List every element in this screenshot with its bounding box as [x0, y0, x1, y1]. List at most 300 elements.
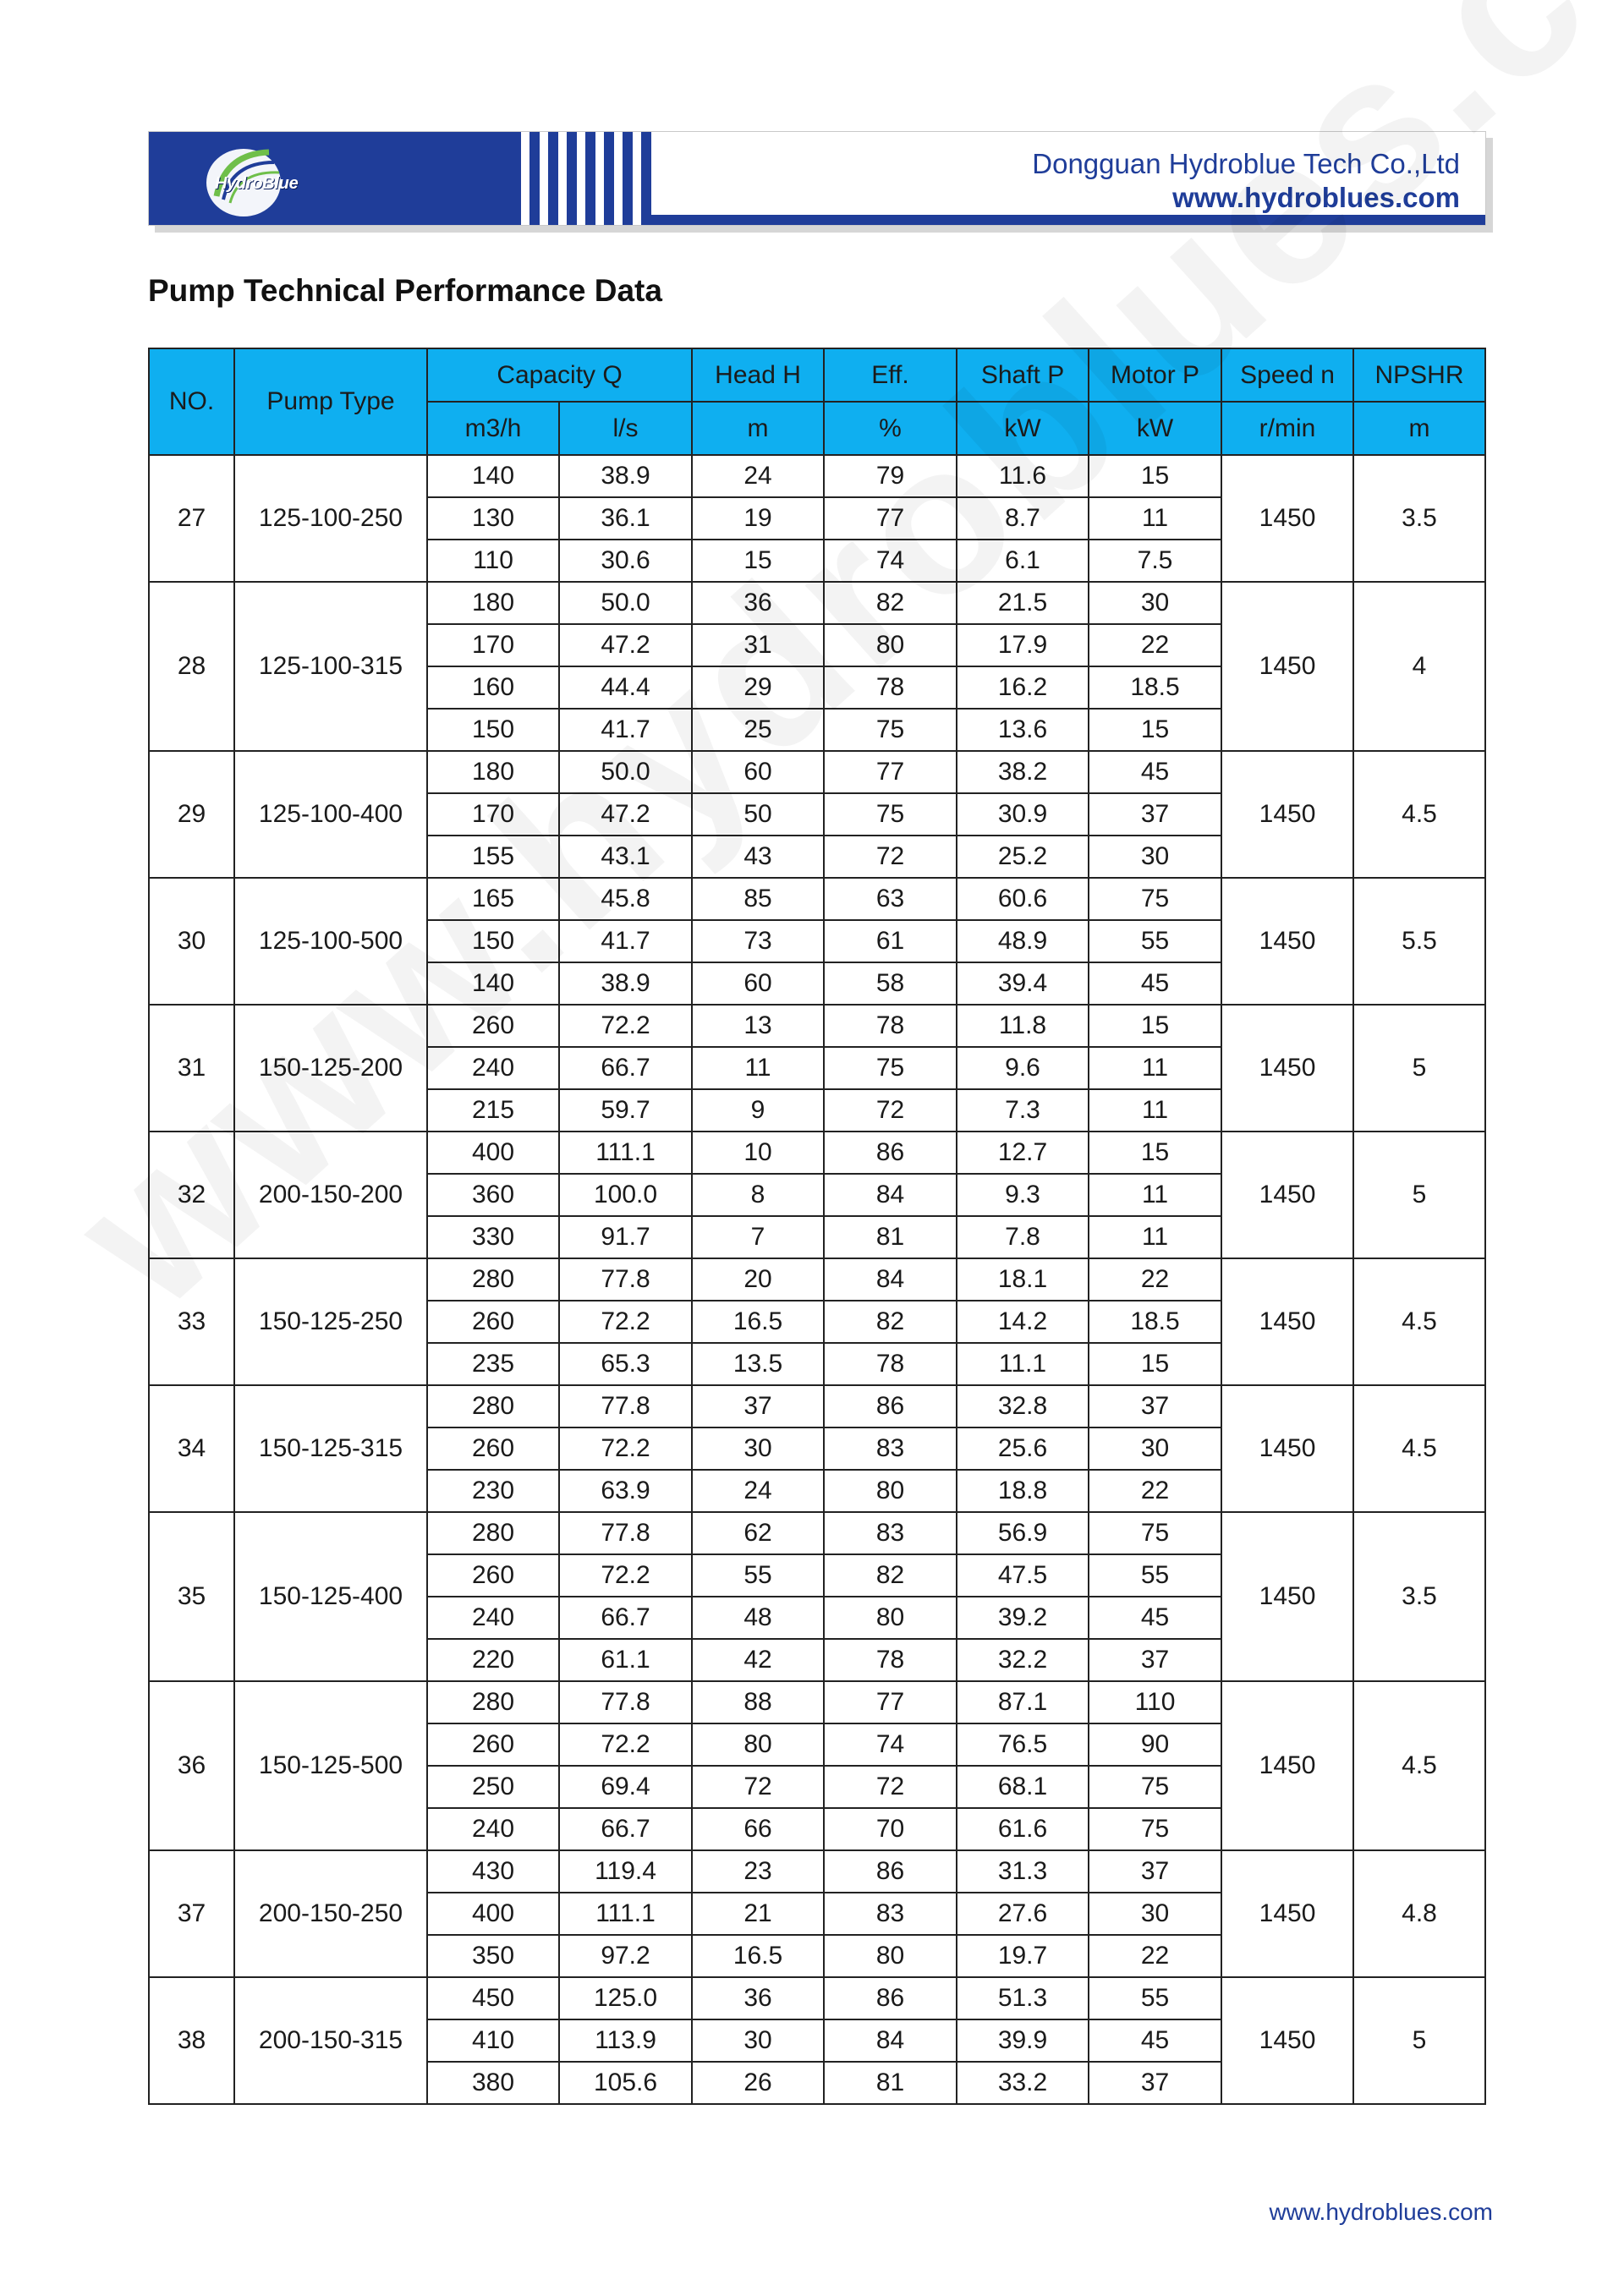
capacity-ls-cell: 72.2 — [559, 1554, 692, 1597]
head-cell: 50 — [692, 793, 824, 836]
pump-no-cell: 33 — [149, 1258, 234, 1385]
capacity-ls-cell: 66.7 — [559, 1808, 692, 1850]
capacity-ls-cell: 77.8 — [559, 1258, 692, 1301]
company-url[interactable]: www.hydroblues.com — [1172, 182, 1460, 213]
head-cell: 43 — [692, 836, 824, 878]
capacity-m3h-cell: 280 — [427, 1512, 559, 1554]
col-header-npshr: NPSHR — [1353, 348, 1485, 402]
capacity-m3h-cell: 215 — [427, 1089, 559, 1132]
head-cell: 13 — [692, 1005, 824, 1047]
capacity-m3h-cell: 350 — [427, 1935, 559, 1977]
speed-cell: 1450 — [1221, 1132, 1353, 1258]
eff-cell: 78 — [824, 1639, 957, 1681]
head-cell: 20 — [692, 1258, 824, 1301]
capacity-m3h-cell: 260 — [427, 1301, 559, 1343]
head-cell: 29 — [692, 666, 824, 709]
speed-cell: 1450 — [1221, 1977, 1353, 2104]
capacity-ls-cell: 72.2 — [559, 1301, 692, 1343]
eff-cell: 86 — [824, 1850, 957, 1893]
motor-power-cell: 11 — [1089, 1216, 1221, 1258]
eff-cell: 81 — [824, 2062, 957, 2104]
pump-type-cell: 200-150-200 — [234, 1132, 427, 1258]
eff-cell: 84 — [824, 2019, 957, 2062]
head-cell: 36 — [692, 1977, 824, 2019]
motor-power-cell: 22 — [1089, 1935, 1221, 1977]
motor-power-cell: 11 — [1089, 1174, 1221, 1216]
capacity-m3h-cell: 240 — [427, 1597, 559, 1639]
pump-type-cell: 125-100-315 — [234, 582, 427, 751]
col-header-no: NO. — [149, 348, 234, 455]
capacity-ls-cell: 77.8 — [559, 1512, 692, 1554]
capacity-m3h-cell: 260 — [427, 1723, 559, 1766]
shaft-power-cell: 9.6 — [957, 1047, 1089, 1089]
eff-cell: 84 — [824, 1174, 957, 1216]
head-cell: 60 — [692, 751, 824, 793]
head-cell: 24 — [692, 1470, 824, 1512]
npshr-cell: 5.5 — [1353, 878, 1485, 1005]
shaft-power-cell: 21.5 — [957, 582, 1089, 624]
shaft-power-cell: 14.2 — [957, 1301, 1089, 1343]
speed-cell: 1450 — [1221, 1681, 1353, 1850]
pump-type-cell: 150-125-315 — [234, 1385, 427, 1512]
shaft-power-cell: 51.3 — [957, 1977, 1089, 2019]
capacity-ls-cell: 41.7 — [559, 920, 692, 962]
table-row — [149, 455, 1485, 497]
eff-cell: 58 — [824, 962, 957, 1005]
pump-type-cell: 150-125-400 — [234, 1512, 427, 1681]
motor-power-cell: 55 — [1089, 1554, 1221, 1597]
table-body — [149, 455, 1485, 2104]
pump-type-cell: 125-100-250 — [234, 455, 427, 582]
table-row — [149, 1385, 1485, 1427]
table-row — [149, 751, 1485, 793]
pump-type-cell: 150-125-200 — [234, 1005, 427, 1132]
shaft-power-cell: 27.6 — [957, 1893, 1089, 1935]
pump-type-cell: 125-100-500 — [234, 878, 427, 1005]
unit-eff: % — [824, 402, 957, 455]
shaft-power-cell: 32.8 — [957, 1385, 1089, 1427]
col-header-pump-type: Pump Type — [234, 348, 427, 455]
head-cell: 24 — [692, 455, 824, 497]
head-cell: 80 — [692, 1723, 824, 1766]
eff-cell: 77 — [824, 751, 957, 793]
capacity-m3h-cell: 220 — [427, 1639, 559, 1681]
shaft-power-cell: 16.2 — [957, 666, 1089, 709]
pump-type-cell: 150-125-500 — [234, 1681, 427, 1850]
shaft-power-cell: 11.8 — [957, 1005, 1089, 1047]
shaft-power-cell: 87.1 — [957, 1681, 1089, 1723]
capacity-ls-cell: 111.1 — [559, 1893, 692, 1935]
shaft-power-cell: 12.7 — [957, 1132, 1089, 1174]
motor-power-cell: 55 — [1089, 920, 1221, 962]
capacity-ls-cell: 30.6 — [559, 540, 692, 582]
capacity-m3h-cell: 155 — [427, 836, 559, 878]
speed-cell: 1450 — [1221, 1005, 1353, 1132]
eff-cell: 72 — [824, 1766, 957, 1808]
head-cell: 36 — [692, 582, 824, 624]
motor-power-cell: 18.5 — [1089, 1301, 1221, 1343]
capacity-m3h-cell: 410 — [427, 2019, 559, 2062]
capacity-ls-cell: 38.9 — [559, 962, 692, 1005]
eff-cell: 78 — [824, 666, 957, 709]
shaft-power-cell: 18.1 — [957, 1258, 1089, 1301]
motor-power-cell: 75 — [1089, 1766, 1221, 1808]
npshr-cell: 5 — [1353, 1132, 1485, 1258]
footer-url[interactable]: www.hydroblues.com — [1269, 2199, 1493, 2225]
banner-brand-panel — [149, 132, 651, 225]
capacity-m3h-cell: 110 — [427, 540, 559, 582]
table-row — [149, 878, 1485, 920]
capacity-ls-cell: 111.1 — [559, 1132, 692, 1174]
speed-cell: 1450 — [1221, 751, 1353, 878]
head-cell: 88 — [692, 1681, 824, 1723]
page-title: Pump Technical Performance Data — [148, 273, 662, 308]
capacity-ls-cell: 66.7 — [559, 1597, 692, 1639]
eff-cell: 86 — [824, 1132, 957, 1174]
npshr-cell: 4 — [1353, 582, 1485, 751]
head-cell: 8 — [692, 1174, 824, 1216]
shaft-power-cell: 18.8 — [957, 1470, 1089, 1512]
unit-npshr: m — [1353, 402, 1485, 455]
speed-cell: 1450 — [1221, 1385, 1353, 1512]
capacity-m3h-cell: 165 — [427, 878, 559, 920]
motor-power-cell: 37 — [1089, 1385, 1221, 1427]
motor-power-cell: 37 — [1089, 1639, 1221, 1681]
motor-power-cell: 37 — [1089, 1850, 1221, 1893]
shaft-power-cell: 47.5 — [957, 1554, 1089, 1597]
table-row — [149, 1850, 1485, 1893]
motor-power-cell: 15 — [1089, 1132, 1221, 1174]
eff-cell: 83 — [824, 1893, 957, 1935]
eff-cell: 77 — [824, 497, 957, 540]
capacity-m3h-cell: 250 — [427, 1766, 559, 1808]
eff-cell: 79 — [824, 455, 957, 497]
head-cell: 25 — [692, 709, 824, 751]
capacity-ls-cell: 61.1 — [559, 1639, 692, 1681]
shaft-power-cell: 30.9 — [957, 793, 1089, 836]
capacity-m3h-cell: 230 — [427, 1470, 559, 1512]
npshr-cell: 5 — [1353, 1977, 1485, 2104]
speed-cell: 1450 — [1221, 582, 1353, 751]
capacity-ls-cell: 41.7 — [559, 709, 692, 751]
shaft-power-cell: 39.2 — [957, 1597, 1089, 1639]
col-header-speed: Speed n — [1221, 348, 1353, 402]
head-cell: 16.5 — [692, 1301, 824, 1343]
eff-cell: 63 — [824, 878, 957, 920]
shaft-power-cell: 11.6 — [957, 455, 1089, 497]
pump-no-cell: 36 — [149, 1681, 234, 1850]
eff-cell: 86 — [824, 1385, 957, 1427]
table-row — [149, 1977, 1485, 2019]
banner-rule — [651, 215, 1485, 225]
capacity-m3h-cell: 450 — [427, 1977, 559, 2019]
table-header — [149, 348, 1485, 455]
pump-type-cell: 150-125-250 — [234, 1258, 427, 1385]
head-cell: 11 — [692, 1047, 824, 1089]
npshr-cell: 4.5 — [1353, 1681, 1485, 1850]
motor-power-cell: 37 — [1089, 793, 1221, 836]
npshr-cell: 5 — [1353, 1005, 1485, 1132]
eff-cell: 74 — [824, 1723, 957, 1766]
pump-no-cell: 35 — [149, 1512, 234, 1681]
speed-cell: 1450 — [1221, 455, 1353, 582]
shaft-power-cell: 68.1 — [957, 1766, 1089, 1808]
col-header-motor-power: Motor P — [1089, 348, 1221, 402]
shaft-power-cell: 60.6 — [957, 878, 1089, 920]
eff-cell: 82 — [824, 1554, 957, 1597]
capacity-ls-cell: 63.9 — [559, 1470, 692, 1512]
pump-no-cell: 30 — [149, 878, 234, 1005]
motor-power-cell: 45 — [1089, 1597, 1221, 1639]
capacity-m3h-cell: 150 — [427, 920, 559, 962]
capacity-m3h-cell: 180 — [427, 751, 559, 793]
capacity-ls-cell: 65.3 — [559, 1343, 692, 1385]
shaft-power-cell: 7.8 — [957, 1216, 1089, 1258]
pump-type-cell: 200-150-315 — [234, 1977, 427, 2104]
motor-power-cell: 15 — [1089, 1343, 1221, 1385]
capacity-m3h-cell: 380 — [427, 2062, 559, 2104]
head-cell: 10 — [692, 1132, 824, 1174]
motor-power-cell: 75 — [1089, 1512, 1221, 1554]
motor-power-cell: 45 — [1089, 751, 1221, 793]
speed-cell: 1450 — [1221, 1512, 1353, 1681]
head-cell: 21 — [692, 1893, 824, 1935]
eff-cell: 72 — [824, 1089, 957, 1132]
logo-wordmark: HydroBlue — [215, 174, 299, 193]
capacity-ls-cell: 50.0 — [559, 751, 692, 793]
head-cell: 55 — [692, 1554, 824, 1597]
shaft-power-cell: 31.3 — [957, 1850, 1089, 1893]
unit-head: m — [692, 402, 824, 455]
motor-power-cell: 37 — [1089, 2062, 1221, 2104]
head-cell: 13.5 — [692, 1343, 824, 1385]
capacity-ls-cell: 36.1 — [559, 497, 692, 540]
capacity-m3h-cell: 170 — [427, 793, 559, 836]
motor-power-cell: 30 — [1089, 1893, 1221, 1935]
npshr-cell: 3.5 — [1353, 1512, 1485, 1681]
motor-power-cell: 15 — [1089, 1005, 1221, 1047]
capacity-m3h-cell: 280 — [427, 1681, 559, 1723]
capacity-m3h-cell: 330 — [427, 1216, 559, 1258]
capacity-m3h-cell: 150 — [427, 709, 559, 751]
capacity-ls-cell: 43.1 — [559, 836, 692, 878]
capacity-m3h-cell: 400 — [427, 1893, 559, 1935]
head-cell: 15 — [692, 540, 824, 582]
capacity-ls-cell: 119.4 — [559, 1850, 692, 1893]
capacity-ls-cell: 44.4 — [559, 666, 692, 709]
capacity-ls-cell: 69.4 — [559, 1766, 692, 1808]
motor-power-cell: 45 — [1089, 962, 1221, 1005]
capacity-m3h-cell: 260 — [427, 1005, 559, 1047]
capacity-m3h-cell: 140 — [427, 455, 559, 497]
motor-power-cell: 11 — [1089, 1089, 1221, 1132]
head-cell: 42 — [692, 1639, 824, 1681]
head-cell: 26 — [692, 2062, 824, 2104]
shaft-power-cell: 39.4 — [957, 962, 1089, 1005]
shaft-power-cell: 32.2 — [957, 1639, 1089, 1681]
npshr-cell: 4.5 — [1353, 1385, 1485, 1512]
capacity-m3h-cell: 260 — [427, 1427, 559, 1470]
capacity-ls-cell: 72.2 — [559, 1427, 692, 1470]
unit-ls: l/s — [559, 402, 692, 455]
motor-power-cell: 45 — [1089, 2019, 1221, 2062]
eff-cell: 75 — [824, 1047, 957, 1089]
capacity-ls-cell: 72.2 — [559, 1723, 692, 1766]
capacity-m3h-cell: 130 — [427, 497, 559, 540]
eff-cell: 80 — [824, 1935, 957, 1977]
eff-cell: 77 — [824, 1681, 957, 1723]
capacity-ls-cell: 47.2 — [559, 793, 692, 836]
eff-cell: 83 — [824, 1512, 957, 1554]
pump-no-cell: 29 — [149, 751, 234, 878]
motor-power-cell: 90 — [1089, 1723, 1221, 1766]
head-cell: 72 — [692, 1766, 824, 1808]
shaft-power-cell: 25.2 — [957, 836, 1089, 878]
motor-power-cell: 11 — [1089, 497, 1221, 540]
capacity-m3h-cell: 240 — [427, 1808, 559, 1850]
head-cell: 7 — [692, 1216, 824, 1258]
capacity-m3h-cell: 360 — [427, 1174, 559, 1216]
table-row — [149, 1512, 1485, 1554]
banner-stripes — [504, 132, 651, 225]
pump-no-cell: 28 — [149, 582, 234, 751]
performance-table — [148, 348, 1486, 2105]
capacity-m3h-cell: 160 — [427, 666, 559, 709]
company-name: Dongguan Hydroblue Tech Co.,Ltd — [1032, 148, 1460, 179]
shaft-power-cell: 7.3 — [957, 1089, 1089, 1132]
motor-power-cell: 30 — [1089, 582, 1221, 624]
head-cell: 48 — [692, 1597, 824, 1639]
capacity-ls-cell: 105.6 — [559, 2062, 692, 2104]
col-header-head: Head H — [692, 348, 824, 402]
capacity-m3h-cell: 240 — [427, 1047, 559, 1089]
npshr-cell: 4.8 — [1353, 1850, 1485, 1977]
shaft-power-cell: 11.1 — [957, 1343, 1089, 1385]
table-row — [149, 1258, 1485, 1301]
shaft-power-cell: 25.6 — [957, 1427, 1089, 1470]
capacity-ls-cell: 50.0 — [559, 582, 692, 624]
shaft-power-cell: 48.9 — [957, 920, 1089, 962]
capacity-m3h-cell: 400 — [427, 1132, 559, 1174]
eff-cell: 81 — [824, 1216, 957, 1258]
pump-no-cell: 37 — [149, 1850, 234, 1977]
eff-cell: 80 — [824, 1597, 957, 1639]
eff-cell: 86 — [824, 1977, 957, 2019]
motor-power-cell: 30 — [1089, 836, 1221, 878]
head-cell: 30 — [692, 2019, 824, 2062]
capacity-ls-cell: 100.0 — [559, 1174, 692, 1216]
capacity-m3h-cell: 140 — [427, 962, 559, 1005]
eff-cell: 61 — [824, 920, 957, 962]
head-cell: 23 — [692, 1850, 824, 1893]
npshr-cell: 4.5 — [1353, 751, 1485, 878]
speed-cell: 1450 — [1221, 1258, 1353, 1385]
header-banner — [148, 131, 1486, 226]
eff-cell: 82 — [824, 1301, 957, 1343]
capacity-m3h-cell: 235 — [427, 1343, 559, 1385]
shaft-power-cell: 6.1 — [957, 540, 1089, 582]
capacity-m3h-cell: 280 — [427, 1258, 559, 1301]
capacity-ls-cell: 113.9 — [559, 2019, 692, 2062]
npshr-cell: 4.5 — [1353, 1258, 1485, 1385]
head-cell: 62 — [692, 1512, 824, 1554]
eff-cell: 82 — [824, 582, 957, 624]
shaft-power-cell: 9.3 — [957, 1174, 1089, 1216]
pump-no-cell: 38 — [149, 1977, 234, 2104]
capacity-m3h-cell: 260 — [427, 1554, 559, 1597]
head-cell: 66 — [692, 1808, 824, 1850]
eff-cell: 78 — [824, 1343, 957, 1385]
eff-cell: 80 — [824, 624, 957, 666]
motor-power-cell: 11 — [1089, 1047, 1221, 1089]
head-cell: 73 — [692, 920, 824, 962]
capacity-m3h-cell: 430 — [427, 1850, 559, 1893]
pump-type-cell: 200-150-250 — [234, 1850, 427, 1977]
eff-cell: 75 — [824, 709, 957, 751]
motor-power-cell: 22 — [1089, 1470, 1221, 1512]
motor-power-cell: 18.5 — [1089, 666, 1221, 709]
col-header-capacity: Capacity Q — [427, 348, 692, 402]
capacity-ls-cell: 97.2 — [559, 1935, 692, 1977]
shaft-power-cell: 17.9 — [957, 624, 1089, 666]
unit-speed: r/min — [1221, 402, 1353, 455]
head-cell: 31 — [692, 624, 824, 666]
capacity-ls-cell: 72.2 — [559, 1005, 692, 1047]
shaft-power-cell: 38.2 — [957, 751, 1089, 793]
head-cell: 30 — [692, 1427, 824, 1470]
motor-power-cell: 110 — [1089, 1681, 1221, 1723]
npshr-cell: 3.5 — [1353, 455, 1485, 582]
eff-cell: 80 — [824, 1470, 957, 1512]
unit-shaft: kW — [957, 402, 1089, 455]
shaft-power-cell: 19.7 — [957, 1935, 1089, 1977]
motor-power-cell: 30 — [1089, 1427, 1221, 1470]
capacity-ls-cell: 45.8 — [559, 878, 692, 920]
eff-cell: 74 — [824, 540, 957, 582]
pump-type-cell: 125-100-400 — [234, 751, 427, 878]
shaft-power-cell: 61.6 — [957, 1808, 1089, 1850]
table-row — [149, 1681, 1485, 1723]
capacity-ls-cell: 38.9 — [559, 455, 692, 497]
head-cell: 19 — [692, 497, 824, 540]
capacity-ls-cell: 66.7 — [559, 1047, 692, 1089]
table-row — [149, 1132, 1485, 1174]
eff-cell: 72 — [824, 836, 957, 878]
eff-cell: 84 — [824, 1258, 957, 1301]
pump-no-cell: 32 — [149, 1132, 234, 1258]
motor-power-cell: 22 — [1089, 624, 1221, 666]
unit-motor: kW — [1089, 402, 1221, 455]
shaft-power-cell: 8.7 — [957, 497, 1089, 540]
table-row — [149, 1005, 1485, 1047]
motor-power-cell: 7.5 — [1089, 540, 1221, 582]
shaft-power-cell: 33.2 — [957, 2062, 1089, 2104]
eff-cell: 78 — [824, 1005, 957, 1047]
speed-cell: 1450 — [1221, 878, 1353, 1005]
pump-no-cell: 34 — [149, 1385, 234, 1512]
shaft-power-cell: 56.9 — [957, 1512, 1089, 1554]
col-header-eff: Eff. — [824, 348, 957, 402]
capacity-ls-cell: 47.2 — [559, 624, 692, 666]
shaft-power-cell: 39.9 — [957, 2019, 1089, 2062]
pump-no-cell: 27 — [149, 455, 234, 582]
capacity-m3h-cell: 180 — [427, 582, 559, 624]
head-cell: 16.5 — [692, 1935, 824, 1977]
company-block — [1032, 147, 1460, 215]
motor-power-cell: 15 — [1089, 455, 1221, 497]
capacity-ls-cell: 77.8 — [559, 1681, 692, 1723]
capacity-ls-cell: 77.8 — [559, 1385, 692, 1427]
